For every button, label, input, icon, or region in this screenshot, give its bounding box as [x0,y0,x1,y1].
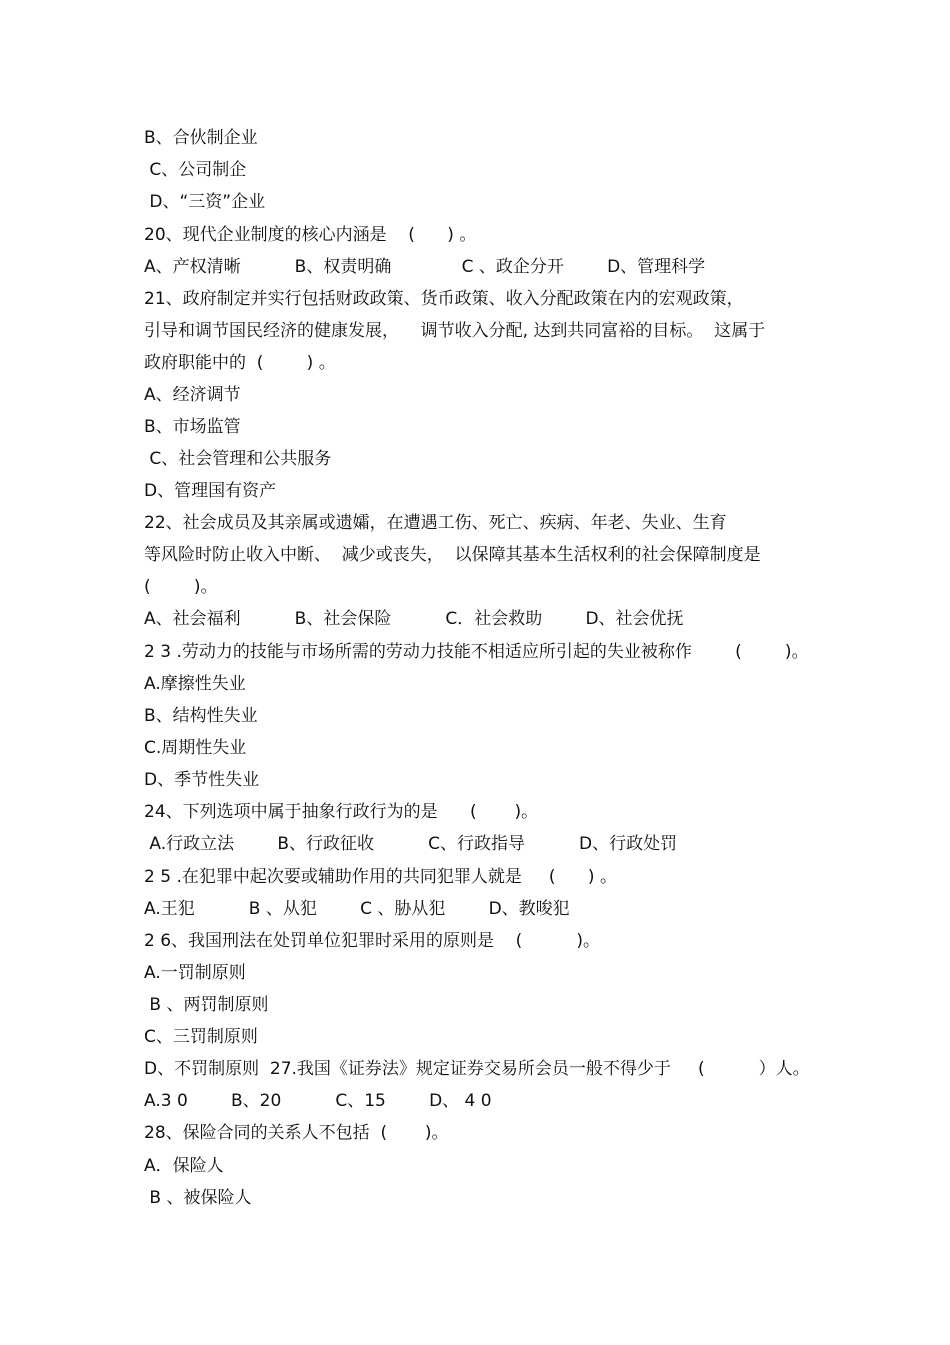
options-line-20: A、产权清晰 B、权责明确 C 、政企分开 D、管理科学 [144,257,706,277]
option-line: A．保险人 [144,1156,224,1176]
question-23: 2 3 .劳动力的技能与市场所需的劳动力技能不相适应所引起的失业被称作 ( )。 [144,642,809,662]
option-line: A、经济调节 [144,385,241,405]
option-line: B 、两罚制原则 [144,995,269,1015]
option-line: D、管理国有资产 [144,481,277,501]
option-line: A.一罚制原则 [144,963,246,983]
option-line: B、结构性失业 [144,706,258,726]
question-28: 28、保险合同的关系人不包括 ( )。 [144,1123,449,1143]
options-line-22: A、社会福利 B、社会保险 C．社会救助 D、社会优抚 [144,609,684,629]
option-and-question-27: D、不罚制原则 27.我国《证券法》规定证券交易所会员一般不得少于 ( ）人。 [144,1059,810,1079]
question-24: 24、下列选项中属于抽象行政行为的是 ( )。 [144,802,539,822]
question-21: 21、政府制定并实行包括财政政策、货币政策、收入分配政策在内的宏观政策， [144,289,744,309]
question-25: 2 5 .在犯罪中起次要或辅助作用的共同犯罪人就是 ( ) 。 [144,867,617,887]
option-line: D、“三资”企业 [144,192,266,212]
question-21-continued: 引导和调节国民经济的健康发展， 调节收入分配, 达到共同富裕的目标。 这属于 [144,321,766,341]
option-line: C、社会管理和公共服务 [144,449,332,469]
question-22-continued: 等风险时防止收入中断、 减少或丧失， 以保障其基本生活权利的社会保障制度是 [144,545,761,565]
option-line: C、三罚制原则 [144,1027,258,1047]
options-line-27: A.3 0 B、20 C、15 D、 4 0 [144,1091,492,1111]
option-line: A.摩擦性失业 [144,674,246,694]
question-26: 2 6、我国刑法在处罚单位犯罪时采用的原则是 ( )。 [144,931,600,951]
options-line-24: A.行政立法 B、行政征收 C、行政指导 D、行政处罚 [144,834,678,854]
question-22: 22、社会成员及其亲属或遗孀，在遭遇工伤、死亡、疾病、年老、失业、生育 [144,513,727,533]
option-line: C、公司制企 [144,160,247,180]
option-line: B 、被保险人 [144,1188,252,1208]
option-line: C.周期性失业 [144,738,247,758]
question-20: 20、现代企业制度的核心内涵是 ( ) 。 [144,225,477,245]
option-line: B、市场监管 [144,417,241,437]
question-21-continued: 政府职能中的 ( ) 。 [144,353,336,373]
question-22-continued: ( )。 [144,577,218,597]
options-line-25: A.王犯 B 、从犯 C 、胁从犯 D、教唆犯 [144,899,570,919]
option-line: B、合伙制企业 [144,128,258,148]
option-line: D、季节性失业 [144,770,260,790]
